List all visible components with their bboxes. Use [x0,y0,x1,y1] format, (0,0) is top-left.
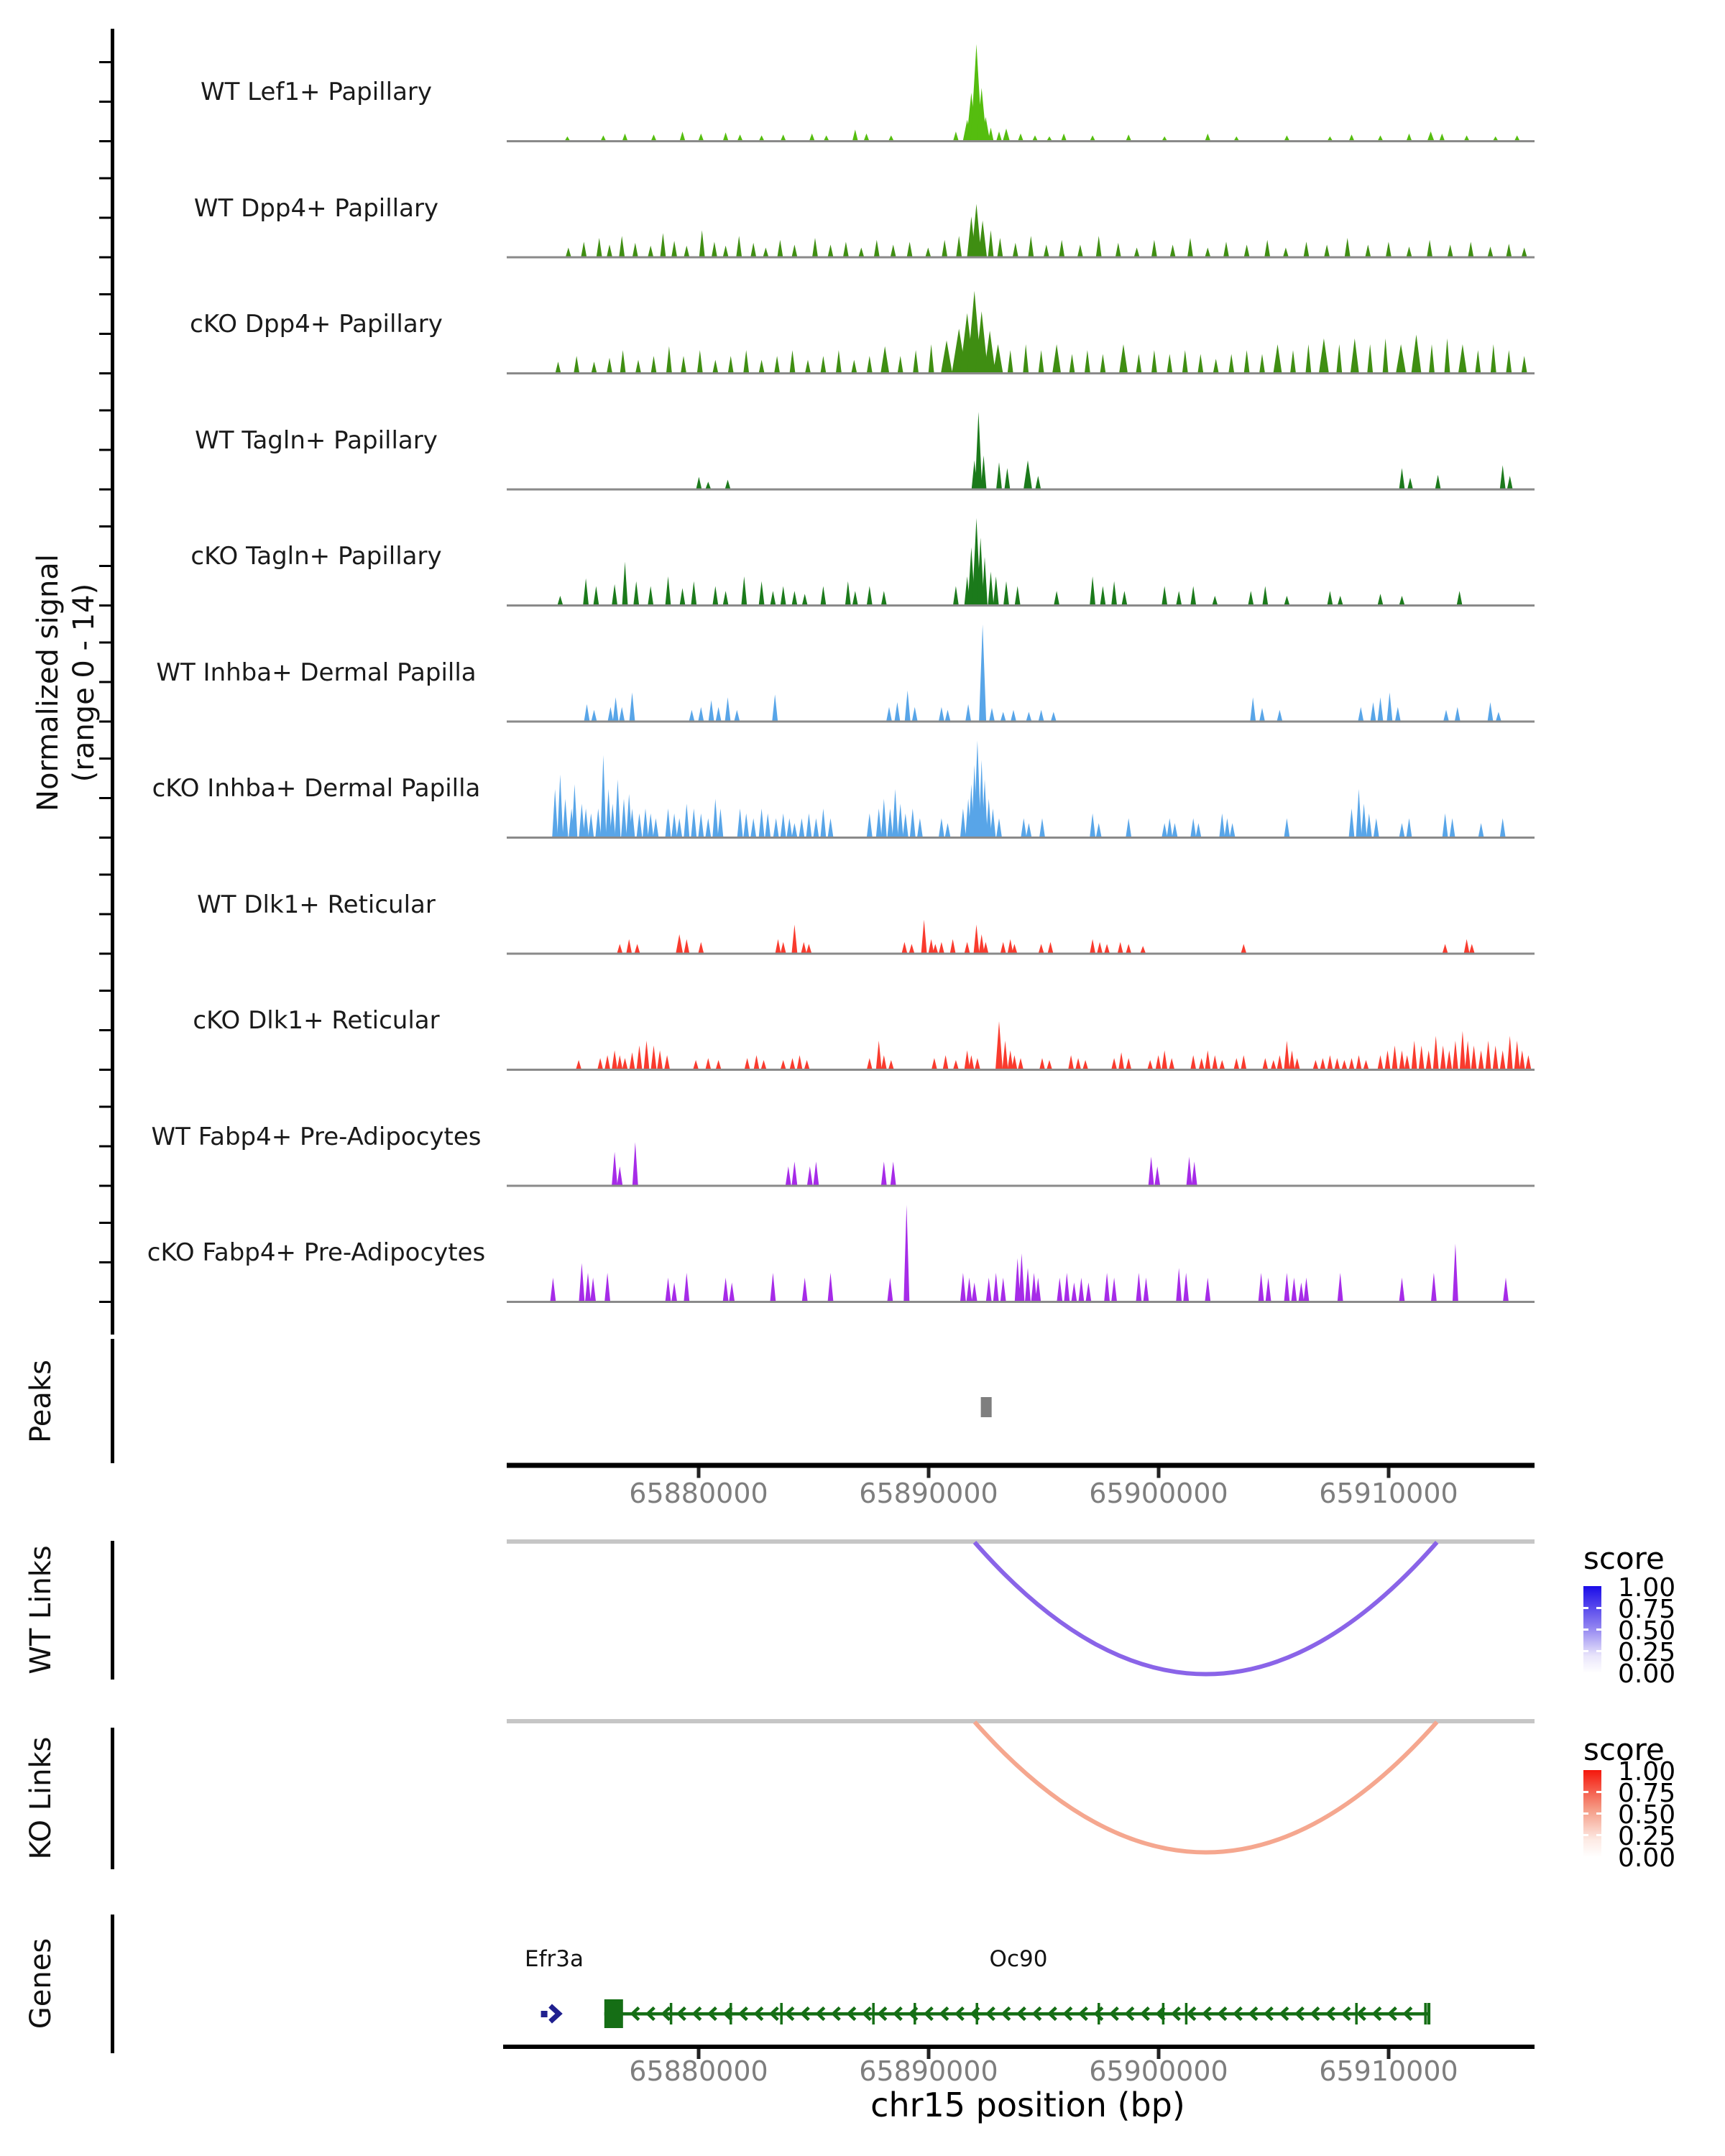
track-label-wt-inhba: WT Inhba+ Dermal Papilla [156,658,477,687]
ko-score-tick-label: 0.75 [1618,1779,1676,1808]
coverage-track-2 [507,291,1535,374]
colorbar-tick [1596,1834,1601,1836]
wt-score-tick-label: 1.00 [1618,1573,1676,1603]
peak-box [981,1397,992,1417]
gene-label-oc90: Oc90 [989,1946,1048,1972]
colorbar-tick [1583,1628,1588,1631]
colorbar-tick [1596,1650,1601,1652]
bottom-axis-tick-label: 65910000 [1319,2055,1458,2087]
panel-label-peaks: Peaks [24,1360,58,1443]
colorbar-tick [1596,1812,1601,1815]
coverage-track-7 [507,920,1535,955]
colorbar-tick [1596,1791,1601,1793]
coverage-track-6 [507,741,1535,839]
peaks-axis-tick-label: 65900000 [1089,1478,1228,1509]
gene-oc90-glyph [604,1999,1430,2028]
wt-score-tick-label: 0.75 [1618,1595,1676,1624]
track-label-cko-inhba: cKO Inhba+ Dermal Papilla [152,774,481,803]
wt-score-tick-label: 0.50 [1618,1616,1676,1646]
wt-score-colorbar [1583,1586,1601,1673]
colorbar-tick [1583,1791,1588,1793]
bottom-axis-tick-label: 65880000 [629,2055,768,2087]
colorbar-tick [1596,1628,1601,1631]
track-label-cko-fabp4: cKO Fabp4+ Pre-Adipocytes [147,1238,486,1267]
gene-label-efr3a: Efr3a [525,1946,584,1972]
y-axis-title-line2: (range 0 - 14) [68,583,101,783]
colorbar-tick [1583,1607,1588,1609]
peaks-axis-tick-label: 65880000 [629,1478,768,1509]
panel-axis-ko-links [111,1728,114,1869]
ko-score-colorbar [1583,1770,1601,1857]
y-axis-title [30,554,102,811]
track-label-wt-dlk1: WT Dlk1+ Reticular [197,890,436,919]
bottom-axis-tick-label: 65890000 [859,2055,998,2087]
ko-score-tick-label: 0.00 [1618,1843,1676,1873]
track-label-cko-dpp4: cKO Dpp4+ Papillary [190,310,443,338]
coverage-track-4 [507,518,1535,607]
ko-score-tick-label: 0.25 [1618,1822,1676,1851]
peaks-axis-tick-label: 65890000 [859,1478,998,1509]
track-label-cko-dlk1: cKO Dlk1+ Reticular [193,1006,440,1035]
colorbar-tick [1583,1812,1588,1815]
panel-axis-wt-links [111,1541,114,1680]
coverage-track-9 [507,1142,1535,1187]
track-label-wt-dpp4: WT Dpp4+ Papillary [193,193,439,223]
panel-label-ko-links: KO Links [24,1736,58,1860]
track-label-wt-fabp4: WT Fabp4+ Pre-Adipocytes [151,1122,482,1151]
x-axis-title: chr15 position (bp) [870,2086,1185,2124]
panel-axis-genes [111,1915,114,2053]
coverage-track-8 [507,1021,1535,1071]
ko-link-arc [975,1722,1437,1853]
coverage-track-5 [507,625,1535,723]
wt-links-baseline [507,1539,1535,1544]
peaks-x-axis [507,1463,1535,1478]
panel-label-wt-links: WT Links [24,1545,58,1674]
coverage-track-10 [507,1205,1535,1304]
y-axis-title-line1: Normalized signal [32,554,65,811]
bottom-axis-tick-label: 65900000 [1089,2055,1228,2087]
colorbar-tick [1596,1607,1601,1609]
panel-label-genes: Genes [24,1938,58,2030]
colorbar-tick [1583,1834,1588,1836]
wt-score-legend-title: score [1583,1541,1665,1576]
coverage-track-3 [507,412,1535,491]
panel-axis-peaks [111,1339,114,1463]
coverage-track-0 [507,45,1535,143]
wt-score-tick-label: 0.25 [1618,1638,1676,1667]
coverage-track-1 [507,204,1535,259]
ko-links-baseline [507,1719,1535,1723]
track-label-cko-tagln: cKO Tagln+ Papillary [190,542,442,571]
colorbar-tick [1583,1650,1588,1652]
peaks-axis-tick-label: 65910000 [1319,1478,1458,1509]
track-label-wt-lef1: WT Lef1+ Papillary [200,78,433,106]
gene-efr3a-glyph [541,2006,559,2022]
wt-score-tick-label: 0.00 [1618,1659,1676,1689]
ko-score-tick-label: 1.00 [1618,1757,1676,1787]
track-label-wt-tagln: WT Tagln+ Papillary [195,425,438,455]
wt-link-arc [975,1542,1437,1674]
ko-score-tick-label: 0.50 [1618,1800,1676,1830]
ko-score-legend-title: score [1583,1732,1665,1767]
